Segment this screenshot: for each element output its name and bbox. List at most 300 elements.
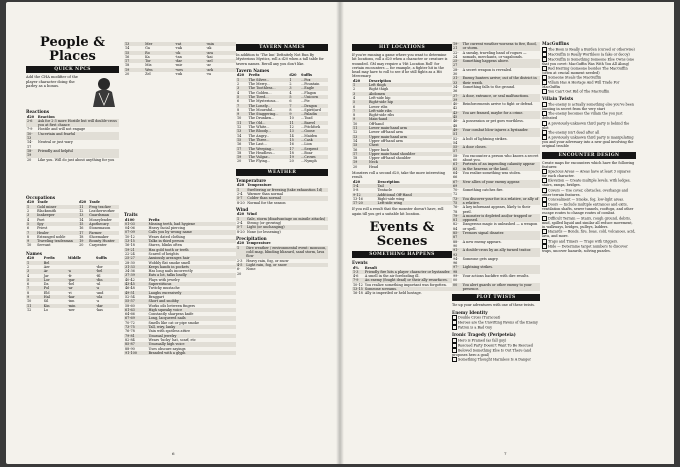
- monster-extra-row-cell: Right-side wing: [377, 196, 405, 201]
- tail-note: If you roll a result that the monster doesn't have, roll again till you get a suitable hit location.: [352, 207, 444, 216]
- trait-row-cell: 67-69: [124, 316, 147, 320]
- event-row: [452, 162, 540, 171]
- event-row-cell: 49-51: [452, 128, 462, 137]
- tavern-row-cell: 4: [237, 90, 240, 95]
- name-row-cell: -bel: [95, 269, 119, 273]
- villain-twist-item: [542, 102, 636, 111]
- event-row-cell: You discover your foe is a relative, or ally of a relative.: [462, 196, 539, 205]
- event-row: [452, 222, 540, 231]
- reaction-row-cell: 14-17: [27, 140, 33, 149]
- event-row-cell: A monster is depleted and/or trapped or opposed.: [462, 214, 540, 223]
- hit-location-row-cell: Upper off-hand arm: [368, 138, 403, 143]
- macguffin-item-text: You Can't Get Rid of The MacGuffin: [548, 89, 610, 94]
- name-row-cell: 16: [125, 54, 130, 59]
- event-row-cell: A secret weapon is revealed.: [462, 67, 513, 72]
- encounter-item-text: Concealment — Smoke, fog, low-light areas.: [548, 197, 625, 202]
- name-row-cell: Lo: [43, 307, 49, 312]
- hit-locations-table: [352, 79, 452, 169]
- monster-extra-row-cell: 9-12: [352, 193, 377, 197]
- tavern-row-cell: 3: [236, 86, 248, 90]
- event-row-cell: 4-6: [353, 274, 359, 279]
- event-row-cell: 91-93: [452, 248, 462, 257]
- trait-row-cell: 64-66: [125, 312, 135, 317]
- event-row-cell: A bolt of lightning strikes.: [462, 136, 508, 141]
- tavern-weather-column: [236, 42, 328, 276]
- trait-row-cell: Twitchy mustache: [148, 286, 180, 291]
- tavern-row-cell: 18: [237, 150, 242, 155]
- event-row-cell: A double-cross by an ally turned traitor.: [462, 248, 540, 257]
- trait-row-cell: 52-54: [125, 294, 135, 299]
- wind-row-cell: 8-20: [237, 229, 245, 234]
- encounter-item-text: Hazards — Bonds, fire, boas, cold, volcanoes, acid, lava, and more.: [542, 229, 636, 239]
- encounter-item-text: Spacious Areas — Areas have at least 3 squares for each character.: [542, 169, 631, 179]
- event-row-cell: 85-87: [452, 231, 462, 240]
- occupation-row-cell: Guardsman: [88, 213, 119, 217]
- name-row-cell: -ul: [95, 282, 101, 287]
- hit-location-row-cell: Upper back: [368, 147, 389, 152]
- name-row-cell: -wes: [174, 68, 205, 72]
- villain-twist-item: [542, 135, 636, 149]
- precip-row-cell: None: [246, 267, 256, 272]
- name-row-cell: 10: [27, 299, 32, 304]
- event-row-cell: A sneaky, traveling band of rogues — nomads, merchants, or vagabonds.: [462, 50, 527, 59]
- ironic-tragedy-item-text: Rescued Party Doesn't Want To Be Rescued: [458, 343, 533, 348]
- trait-row-cell: 58-60: [125, 303, 135, 308]
- tavern-row-cell: The Lonely...: [248, 104, 289, 108]
- event-row-cell: You encounter a person who knows a secret about you.: [462, 153, 539, 163]
- name-row-cell: 2: [27, 264, 30, 269]
- occupation-row-cell: 2: [27, 209, 30, 214]
- name-row-cell: Da: [43, 282, 49, 287]
- trait-row-cell: Laughs excessively: [147, 291, 236, 295]
- trait-row-cell: Short and snobby: [147, 299, 236, 303]
- temperature-row-cell: Sweltering or freezing (take exhaustion 1d): [246, 188, 328, 192]
- tavern-row-cell: ...Fountain: [301, 82, 320, 87]
- precip-row-cell: Light rain, fog, or snow: [245, 263, 328, 267]
- event-row-cell: Ally is imperiled or held hostage.: [364, 291, 422, 296]
- monster-extra-row-cell: 5-8: [353, 188, 359, 193]
- event-row-cell: 94-96: [453, 256, 459, 266]
- tavern-row-cell: The Mysterious...: [248, 99, 279, 104]
- event-row-cell: 31-33: [452, 76, 462, 85]
- event-row: [452, 274, 540, 283]
- tavern-row-cell: 20: [289, 159, 294, 164]
- villain-twist-item-text: The enemy is actually something else you've been hunting in secret from the very start: [542, 102, 634, 112]
- occupation-row-cell: Blacksmith: [37, 209, 57, 214]
- encounter-design-banner: ENCOUNTER DESIGN: [542, 152, 636, 159]
- tavern-row-cell: 13: [288, 129, 300, 133]
- hit-col-desc: Description: [368, 78, 391, 83]
- event-row-cell: 52-54: [453, 136, 459, 145]
- name-row-cell: Zel: [145, 72, 151, 77]
- tavern-row-cell: 19: [236, 155, 248, 159]
- encounter-item: [542, 244, 636, 253]
- occupation-row-cell: 1: [26, 205, 36, 209]
- something-happens-banner: SOMETHING HAPPENS: [352, 251, 452, 258]
- event-row: [352, 291, 452, 295]
- tavern-row-cell: 12: [237, 125, 242, 130]
- tavern-row-cell: 10: [237, 116, 242, 121]
- reactions-title: Reactions: [26, 109, 50, 114]
- tavern-row-cell: ...Fox: [300, 78, 328, 82]
- tavern-row-cell: 15: [288, 138, 300, 142]
- reaction-row-cell: Ask for 2-3 more Hostile but will double-cross you at first chance: [37, 119, 119, 128]
- trait-row-cell: Has gold tooth or teeth: [147, 248, 236, 252]
- macguffin-item-text: Red Herring (someone besides The MacGuffin (often at crucial moment needed): [542, 66, 628, 75]
- trait-row-cell: Unusual jewelry: [147, 334, 236, 338]
- occupations-col-4: Trade: [89, 200, 100, 205]
- occupation-row-cell: 17: [78, 231, 88, 235]
- name-row-cell: 4: [27, 273, 30, 278]
- name-row-cell: Aer: [43, 264, 50, 269]
- encounter-item-text: Covers — Use cover, obstacles, overhangs and other terrain features.: [542, 188, 628, 197]
- event-row-cell: 40-42: [453, 102, 459, 111]
- occupation-row-cell: 16: [79, 226, 84, 231]
- trait-row-cell: 34-36: [125, 269, 135, 274]
- tavern-row-cell: 16: [237, 142, 242, 147]
- reaction-row-cell: 7-9: [27, 127, 33, 132]
- name-row-cell: -ar: [67, 286, 95, 290]
- hit-location-row-cell: 11: [352, 126, 368, 130]
- trait-row-cell: 49-51: [124, 291, 147, 295]
- hit-location-row-cell: 3: [352, 92, 368, 96]
- tavern-row-cell: ...Nymph: [301, 159, 317, 164]
- reaction-row: [26, 132, 119, 141]
- tavern-row-cell: The Three...: [248, 138, 289, 142]
- event-row-cell: 22-24: [453, 50, 459, 59]
- tavern-row-cell: 7: [288, 104, 300, 108]
- name-row-cell: -ar: [206, 63, 212, 68]
- event-row-cell: A possession or pet goes worthless.: [462, 119, 524, 124]
- event-row-cell: 1-3: [352, 270, 364, 274]
- macguffin-item: [542, 80, 636, 89]
- name-row-cell: 6: [27, 282, 30, 287]
- occupation-row-cell: Leatherworker: [89, 209, 115, 214]
- name-row-cell: 18: [125, 63, 130, 68]
- hit-location-row-cell: 16: [353, 147, 358, 152]
- trait-row-cell: Stares, blinks often: [148, 243, 182, 248]
- hit-location-row-cell: Left-side hip: [368, 95, 391, 100]
- traits-col-prefix: Prefix: [148, 217, 160, 222]
- trait-row-cell: Tall, wiry, lanky: [147, 325, 236, 329]
- event-row: [452, 59, 540, 68]
- trait-row-cell: 79-81: [124, 334, 147, 338]
- event-row-cell: 76-78: [453, 205, 459, 214]
- trait-row-cell: 25-27: [124, 256, 147, 260]
- monster-extra-row-cell: Left-side wing: [377, 201, 453, 205]
- tavern-names-banner: TAVERN NAMES: [236, 44, 328, 51]
- trait-row-cell: Unusually high voice: [147, 342, 236, 346]
- occupation-row-cell: 19: [78, 239, 88, 243]
- occupation-row-cell: 13: [78, 213, 88, 217]
- tavern-row-cell: The Angry...: [248, 133, 270, 138]
- monsters-note: Monsters roll a second d20, take the more interesting result.: [352, 171, 445, 180]
- name-row-cell: -din: [95, 278, 119, 282]
- macguffin-item-text: The Boon is Really a Burden (cursed or otherwise): [548, 47, 635, 52]
- event-row-cell: 58-60: [453, 153, 459, 163]
- event-row-cell: 7-9: [352, 278, 364, 282]
- occupation-row-cell: Moneylender: [89, 217, 112, 222]
- hit-location-row-cell: Head: [368, 164, 379, 169]
- tavern-row-cell: 17: [236, 147, 248, 151]
- hit-events-column: [352, 42, 452, 296]
- name-row-cell: -ak: [206, 46, 212, 51]
- trait-row-cell: 85-87: [124, 342, 147, 346]
- macguffin-item: [542, 47, 636, 52]
- title-line-1: People &: [40, 35, 105, 50]
- trait-row-cell: 31-33: [124, 265, 147, 269]
- wind-table: [236, 212, 328, 233]
- wind-col-d20: d20: [237, 212, 245, 217]
- trait-row-cell: Scared of heights: [148, 251, 179, 256]
- villain-twist-item: [542, 121, 636, 130]
- tavern-row-cell: 4: [289, 90, 292, 95]
- tavern-row-cell: ...Toad: [301, 116, 313, 121]
- occupation-row-cell: Priest: [37, 226, 48, 231]
- precip-col-temp: Temperature: [246, 241, 271, 246]
- trait-row-cell: 19-21: [124, 248, 147, 252]
- name-row-cell: -min: [205, 42, 236, 46]
- occupation-row-cell: 12: [79, 209, 84, 214]
- trait-row-cell: 55-57: [124, 299, 147, 303]
- trait-row-cell: Smells like cat or pipe smoke: [148, 320, 199, 325]
- event-row: [452, 197, 540, 206]
- hit-location-row-cell: Off-hand: [368, 121, 384, 126]
- tavern-row-cell: 5: [288, 95, 300, 99]
- precip-row-cell: 2-3: [237, 258, 243, 263]
- hit-location-row-cell: 4: [353, 95, 356, 100]
- reactions-col-reaction: Reaction: [37, 114, 55, 119]
- precip-row: [236, 267, 328, 276]
- name-row-cell: -ruk: [175, 72, 183, 77]
- quick-npcs-banner: QUICK NPCS: [26, 66, 119, 73]
- tavern-row-cell: ...Paladin: [300, 112, 328, 116]
- checkbox-icon: [452, 357, 457, 362]
- left-page: [6, 2, 340, 464]
- temperature-title: Temperature: [236, 177, 267, 183]
- hit-location-row-cell: 14: [353, 138, 358, 143]
- occupation-row-cell: 7: [26, 231, 36, 235]
- tavern-row-cell: ...Dragon: [300, 104, 328, 108]
- occupation-row-cell: 4: [27, 217, 30, 222]
- occupation-row-cell: Estranged noble: [37, 234, 66, 239]
- wind-row-cell: Light (or unchanging): [246, 225, 328, 229]
- trait-row-cell: Braggart: [148, 294, 164, 299]
- precip-row-cell: Heavy rain, fog, or snow: [246, 258, 289, 263]
- event-row-cell: 61-63: [452, 162, 462, 171]
- name-row-cell: -rak: [175, 46, 182, 51]
- monster-extra-row-cell: 1-4: [352, 184, 377, 188]
- events-table-cont: [452, 42, 540, 291]
- encounter-item: [542, 188, 636, 197]
- hit-location-row-cell: 15: [352, 143, 368, 147]
- event-row: [452, 205, 540, 214]
- event-row-cell: You are framed, maybe for a crime.: [462, 111, 540, 120]
- event-row-cell: Dangerous magic is unleashed — a weapon or spell.: [462, 222, 538, 231]
- name-row: [26, 308, 119, 312]
- reaction-row: [26, 158, 119, 162]
- trait-row-cell: Has long nails incorrectly: [148, 269, 193, 274]
- event-row-cell: An enemy (fought dead) or their ally resurfaces.: [364, 278, 452, 282]
- event-row: [452, 119, 540, 128]
- temperature-row-cell: Normal for the season: [247, 200, 286, 205]
- macguffin-item-text: Villain Has A Hostage And Will Trade For MacGuffin: [542, 80, 620, 90]
- name-row-cell: -ark: [205, 68, 236, 72]
- name-row-cell: -dor: [95, 264, 103, 269]
- tavern-row-cell: 9: [288, 112, 300, 116]
- monster-extra-row-cell: 17-20: [352, 201, 377, 205]
- tavern-row-cell: 1: [288, 78, 300, 82]
- events-title-line-1: Events &: [369, 219, 435, 235]
- event-row: [452, 51, 540, 60]
- trait-row-cell: 28-30: [125, 260, 135, 265]
- people-places-title: [26, 36, 119, 64]
- tavern-row-cell: 15: [236, 138, 248, 142]
- macguffin-column: [542, 42, 636, 253]
- name-row-cell: Ro: [144, 51, 174, 55]
- traits-col-d100: d100: [125, 217, 135, 222]
- occupation-row-cell: 6: [27, 226, 30, 231]
- ironic-tragedy-item: [452, 343, 540, 348]
- event-row-cell: Portents of an impending calamity appear in the heavens or the land.: [462, 162, 540, 171]
- tavern-row-cell: ...Cask: [300, 138, 328, 142]
- tavern-row-cell: The Weeping...: [248, 147, 289, 151]
- event-row-cell: Your actions backfire with dire results.: [462, 274, 530, 279]
- hit-location-row-cell: Lower ribs: [368, 104, 388, 109]
- event-row-cell: 70-72: [453, 188, 459, 197]
- villain-twist-item-text: The enemy becomes the villain the you just defeated: [542, 111, 623, 121]
- checkbox-icon: [542, 89, 547, 94]
- encounter-item: [542, 216, 636, 230]
- tavern-col-1: d20: [237, 73, 245, 78]
- hit-locations-intro: If you're running a game where you want to determine hit locations, roll a d20 when a character or creature is wounded. GM may require a 'Hit Location Roll' for certain encounters — for example, a fighter hit in the head may have to roll to see if he still fights as a Hit Mercenary.: [352, 53, 448, 79]
- names-col-3: Middle: [67, 256, 82, 261]
- trait-row-cell: Uses obscure sayings: [148, 346, 186, 351]
- name-row-cell: -ner: [67, 307, 75, 312]
- trait-row-cell: 22-24: [125, 251, 135, 256]
- reaction-row: [26, 149, 119, 158]
- trait-row-cell: 88-90: [125, 346, 135, 351]
- event-row-cell: Enemy hunters arrive; out of the district in their wrath.: [462, 76, 540, 85]
- tavern-row-cell: The Merry...: [248, 82, 270, 87]
- macguffin-item: [542, 66, 636, 75]
- occupation-row-cell: Traveling tradesman: [36, 239, 78, 243]
- tavern-row-cell: 14: [237, 133, 242, 138]
- occupation-row-cell: Gold miner: [36, 205, 78, 209]
- name-row-cell: -a: [67, 269, 95, 273]
- tavern-row-cell: The Drunken...: [248, 116, 275, 121]
- tavern-names-table: [236, 73, 328, 163]
- event-row-cell: 64-66: [453, 170, 459, 180]
- event-row-cell: Friendly fire hits a player character or bystander.: [364, 269, 451, 274]
- tavern-col-2: Prefix: [248, 73, 260, 78]
- trait-row-cell: 73-75: [124, 325, 147, 329]
- precip-row-cell: 1: [236, 246, 245, 259]
- names-table: [26, 256, 119, 312]
- reaction-row: [26, 140, 119, 149]
- tavern-row-cell: The Toothless...: [248, 86, 289, 90]
- wind-row-cell: Gale, storm (disadvantage on missile attacks): [246, 217, 328, 221]
- event-row-cell: A smell in the air foreboding ill.: [364, 274, 420, 279]
- tavern-row-cell: 5: [236, 95, 248, 99]
- macguffin-item-text: Someone Steals the MacGuffin: [548, 75, 602, 80]
- tavern-row-cell: The Flying...: [248, 159, 271, 164]
- name-row-cell: -ola: [95, 295, 119, 299]
- ironic-tragedy-list: [452, 338, 540, 362]
- trait-row-cell: 61-63: [124, 308, 147, 312]
- precipitation-title: Precipitation: [236, 235, 267, 241]
- event-row: [452, 188, 540, 197]
- events-cont-column: [452, 42, 540, 362]
- hit-location-row-cell: Upper main-hand shoulder: [368, 152, 452, 156]
- precip-col-d20: d20: [237, 241, 245, 246]
- tavern-row-cell: 19: [288, 155, 300, 159]
- trait-row-cell: 43-45: [124, 282, 147, 286]
- occupation-row-cell: 5: [26, 222, 36, 226]
- plot-twists-intro: Tie up your adventures with one of these twists.: [452, 303, 535, 308]
- occupation-row-cell: Apothecary: [88, 222, 119, 226]
- tavern-row-cell: ...Goose: [300, 129, 328, 133]
- event-row-cell: 97-98: [452, 265, 462, 274]
- name-row-cell: -fr: [67, 273, 72, 278]
- occupation-row-cell: 18: [79, 234, 84, 239]
- name-row-cell: -kar: [67, 295, 95, 299]
- temperature-row-cell: 5-7: [236, 196, 246, 200]
- tavern-row-cell: The Mournful...: [248, 107, 276, 112]
- event-row: [452, 214, 540, 223]
- npc-portrait: [89, 75, 119, 107]
- title-line-2: Places: [49, 49, 96, 64]
- encounter-item-text: Hide — Determine target numbers to discover traps, uncover hazards, solving puzzles.: [542, 244, 628, 253]
- occupation-row-cell: Healer: [36, 231, 78, 235]
- plot-twists-banner: PLOT TWISTS: [452, 294, 540, 301]
- tavern-row-cell: ...Serpent: [300, 147, 328, 151]
- hit-location-row-cell: Neck: [368, 160, 452, 164]
- name-row-cell: Eld: [43, 290, 50, 295]
- event-row-cell: New allies of your enemy appear.: [462, 180, 540, 189]
- macguffin-item: [542, 52, 636, 57]
- encounter-item: [542, 229, 636, 238]
- trait-row-cell: Calls you by wrong name: [147, 230, 236, 234]
- hit-col-d20: d20: [353, 78, 361, 83]
- hit-location-row-cell: Left-side ribs: [368, 109, 452, 113]
- occupation-row-cell: Frog tracker: [88, 205, 119, 209]
- trait-row-cell: 01-03: [124, 222, 147, 226]
- trait-row-cell: Wears 'lucky' hat, scarf, etc: [148, 337, 196, 342]
- occupation-row-cell: Farmer: [88, 231, 119, 235]
- name-row-cell: Mis: [145, 63, 152, 68]
- tavern-row-cell: 16: [289, 142, 294, 147]
- event-row-cell: 34-36: [453, 84, 459, 94]
- name-row-cell: Tor: [144, 59, 174, 63]
- event-row: [452, 145, 540, 154]
- trait-row-cell: 70-72: [125, 320, 135, 325]
- tavern-row-cell: The Headless...: [248, 150, 276, 155]
- hit-location-row-cell: Right thigh: [368, 87, 389, 92]
- name-row-cell: Lor: [43, 278, 67, 282]
- event-row-cell: 13-15: [353, 287, 363, 292]
- hit-locations-banner: HIT LOCATIONS: [352, 44, 452, 51]
- name-row-cell: Sil: [43, 299, 49, 304]
- event-row-cell: A door, entrance, or seal malfunctions.: [462, 94, 540, 103]
- trait-row-cell: Constantly sharpens knife: [148, 312, 194, 317]
- trait-row-cell: Vain with spotless attire: [148, 329, 191, 334]
- occupation-row-cell: 14: [79, 217, 84, 222]
- precip-row: [236, 246, 328, 259]
- precip-row-cell: 6-20: [237, 267, 242, 276]
- name-row-cell: 7: [26, 286, 43, 290]
- tavern-row-cell: The Silver...: [248, 78, 289, 82]
